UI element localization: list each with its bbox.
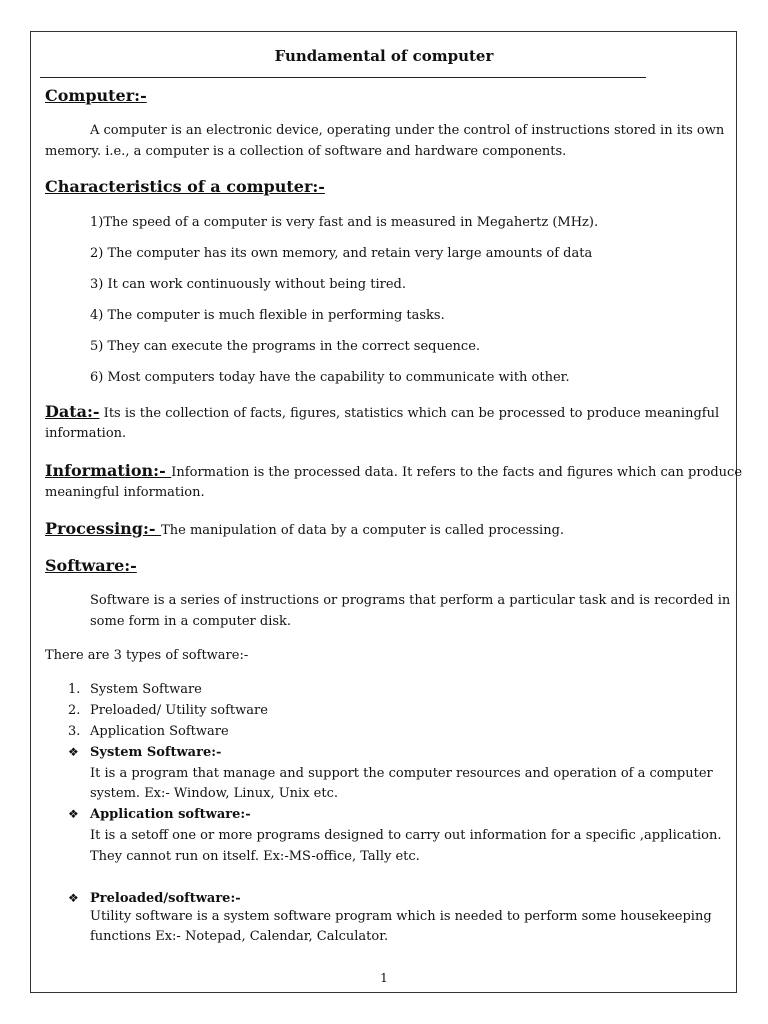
application-software-line1: It is a setoff one or more programs designed to carry out information for a specific ,application. [90,828,722,843]
processing-definition [45,518,564,541]
title-underline [40,77,646,78]
software-type-label: Preloaded/ Utility software [90,703,268,718]
characteristics-heading: Characteristics of a computer:- [45,177,325,196]
system-software-label: System Software:- [90,745,222,760]
software-type-number: 3. [68,724,81,739]
software-type-label: System Software [90,682,202,697]
diamond-bullet-icon: ❖ [68,745,79,759]
characteristic-item: 3) It can work continuously without being tired. [90,277,406,292]
preloaded-software-line2: functions Ex:- Notepad, Calendar, Calculator. [90,929,389,944]
characteristic-item: 2) The computer has its own memory, and retain very large amounts of data [90,246,593,261]
diamond-bullet-icon: ❖ [68,891,79,905]
processing-term: Processing:- [45,519,162,538]
software-type-number: 2. [68,703,81,718]
information-term: Information:- [45,461,172,480]
preloaded-software-line1: Utility software is a system software program which is needed to perform some housekeeping [90,909,712,924]
system-software-line1: It is a program that manage and support the computer resources and operation of a computer [90,766,713,781]
computer-heading: Computer:- [45,86,147,105]
processing-definition-line1: The manipulation of data by a computer is called processing. [161,523,565,538]
software-heading: Software:- [45,556,137,575]
software-type-label: Application Software [90,724,229,739]
computer-text-line1: A computer is an electronic device, operating under the control of instructions stored in its own [90,123,725,138]
application-software-label: Application software:- [90,807,251,822]
information-definition-line2: meaningful information. [45,485,205,500]
application-software-line2: They cannot run on itself. Ex:-MS-office, Tally etc. [90,849,420,864]
data-term: Data:- [45,402,100,421]
computer-text-line2: memory. i.e., a computer is a collection of software and hardware components. [45,144,567,159]
page-number: 1 [380,971,388,985]
diamond-bullet-icon: ❖ [68,807,79,821]
software-text-line2: some form in a computer disk. [90,614,292,629]
data-definition-line1: Its is the collection of facts, figures, statistics which can be processed to produce meaningful [99,406,720,421]
page-title: Fundamental of computer [274,47,494,65]
information-definition [45,460,742,483]
software-text-line1: Software is a series of instructions or programs that perform a particular task and is recorded in [90,593,731,608]
data-definition [45,401,719,424]
information-definition-line1: Information is the processed data. It refers to the facts and figures which can produce [171,465,743,480]
system-software-line2: system. Ex:- Window, Linux, Unix etc. [90,786,338,801]
characteristic-item: 5) They can execute the programs in the correct sequence. [90,339,481,354]
characteristic-item: 6) Most computers today have the capability to communicate with other. [90,370,570,385]
data-definition-line2: information. [45,426,127,441]
characteristic-item: 1)The speed of a computer is very fast and is measured in Megahertz (MHz). [90,215,599,230]
characteristic-item: 4) The computer is much flexible in performing tasks. [90,308,445,323]
software-types-intro: There are 3 types of software:- [45,648,249,663]
software-type-number: 1. [68,682,81,697]
preloaded-software-label: Preloaded/software:- [90,891,241,906]
